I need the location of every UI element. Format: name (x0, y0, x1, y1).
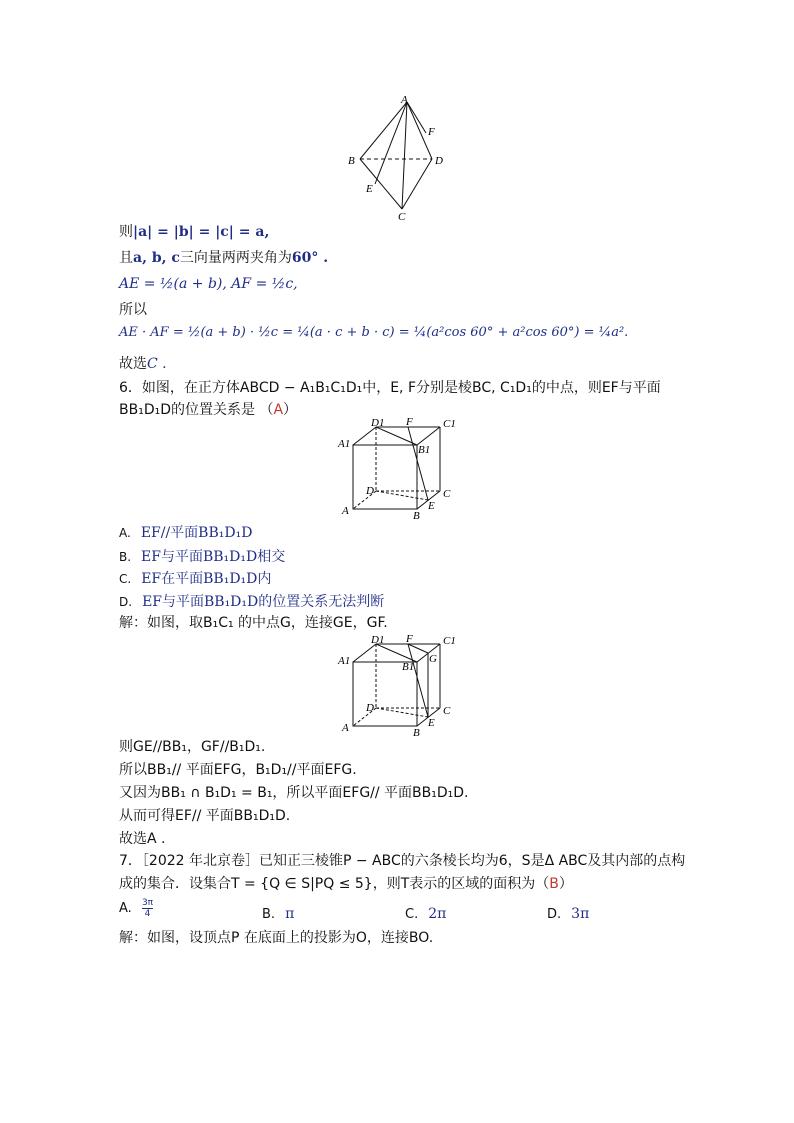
q6-stem-line2: BB₁D₁D的位置关系是 （A） (119, 402, 298, 418)
q6-option-c: C. EF在平面BB₁D₁D内 (119, 571, 272, 587)
q7-option-a: A. $\frac{3\pi}{4}$ (119, 898, 154, 919)
cube1-label-D: D (366, 485, 374, 497)
q5-line1: 则|a| = |b| = |c| = a, (119, 224, 270, 240)
q6-solution-line1: 解：如图，取B₁C₁ 的中点G，连接GE，GF. (119, 615, 388, 631)
cube1-label-A1: A1 (338, 438, 351, 450)
cube2-label-B1: B1 (402, 661, 415, 673)
q7-stem-line1: 7．［2022 年北京卷］已知正三棱锥P − ABC的六条棱长均为6，S是Δ ABC及其内部的点构 (119, 853, 686, 869)
q7-option-b: B. π (262, 906, 295, 922)
cube2-label-A: A (342, 722, 349, 734)
q6-conclusion: 故选A . (119, 831, 166, 847)
fig1-label-B: B (348, 155, 355, 167)
q5-line3: AE = ½(a + b), AF = ½c, (119, 276, 298, 292)
q6-option-d: D. EF与平面BB₁D₁D的位置关系无法判断 (119, 594, 385, 610)
q7-stem-line2: 成的集合．设集合T = {Q ∈ S|PQ ≤ 5}，则T表示的区域的面积为（B） (119, 876, 573, 892)
q7-option-c: C. 2π (405, 906, 447, 922)
cube2-label-C1: C1 (443, 635, 456, 647)
cube1-label-B1: B1 (418, 444, 431, 456)
q6-option-b: B. EF与平面BB₁D₁D相交 (119, 549, 286, 565)
q5-conclusion: 故选C . (119, 356, 167, 372)
cube1-label-C1: C1 (443, 418, 456, 430)
cube2-label-D: D (366, 702, 374, 714)
q6-solution-line5: 从而可得EF// 平面BB₁D₁D. (119, 808, 291, 824)
cube2-label-E: E (428, 717, 435, 729)
tetrahedron-figure (340, 92, 460, 227)
q5-line4: 所以 (119, 302, 147, 318)
cube2-label-B: B (413, 727, 420, 739)
q6-solution-line3: 所以BB₁// 平面EFG，B₁D₁//平面EFG. (119, 762, 357, 778)
q7-answer: B (549, 876, 559, 892)
q7-option-d: D. 3π (547, 906, 590, 922)
q7-solution-line1: 解：如图，设顶点P 在底面上的投影为O，连接BO. (119, 930, 434, 946)
fig1-label-C: C (398, 211, 406, 223)
q6-option-a: A. EF//平面BB₁D₁D (119, 525, 253, 541)
cube1-label-C: C (443, 488, 451, 500)
cube1-label-B: B (413, 510, 420, 522)
cube2-label-A1: A1 (338, 655, 351, 667)
fig1-label-A: A (401, 94, 408, 106)
cube1-label-F: F (406, 416, 413, 428)
q5-line2: 且a, b, c三向量两两夹角为60° . (119, 250, 329, 266)
q7-option-a-fraction: $\frac{3\pi}{4}$ (141, 898, 154, 919)
q6-stem-line1: 6．如图，在正方体ABCD − A₁B₁C₁D₁中，E, F分别是棱BC, C₁D₁的中点，则EF与平面 (119, 380, 661, 396)
cube-figure-2 (336, 632, 466, 740)
cube2-label-D1: D1 (371, 634, 385, 646)
q6-solution-line4: 又因为BB₁ ∩ B₁D₁ = B₁，所以平面EFG// 平面BB₁D₁D. (119, 785, 469, 801)
q6-answer: A (273, 402, 284, 418)
q5-line5: AE · AF = ½(a + b) · ½c = ¼(a · c + b · c) = ¼(a²cos 60° + a²cos 60°) = ¼a². (119, 325, 629, 340)
cube1-label-A: A (342, 505, 349, 517)
cube-figure-1 (336, 415, 466, 523)
fig1-label-E: E (366, 183, 373, 195)
cube2-label-G: G (429, 653, 437, 665)
cube1-label-E: E (428, 500, 435, 512)
q6-solution-line2: 则GE//BB₁，GF//B₁D₁. (119, 739, 266, 755)
cube2-label-F: F (406, 633, 413, 645)
fig1-label-D: D (435, 155, 443, 167)
cube2-label-C: C (443, 705, 451, 717)
cube1-label-D1: D1 (371, 417, 385, 429)
fig1-label-F: F (428, 126, 435, 138)
